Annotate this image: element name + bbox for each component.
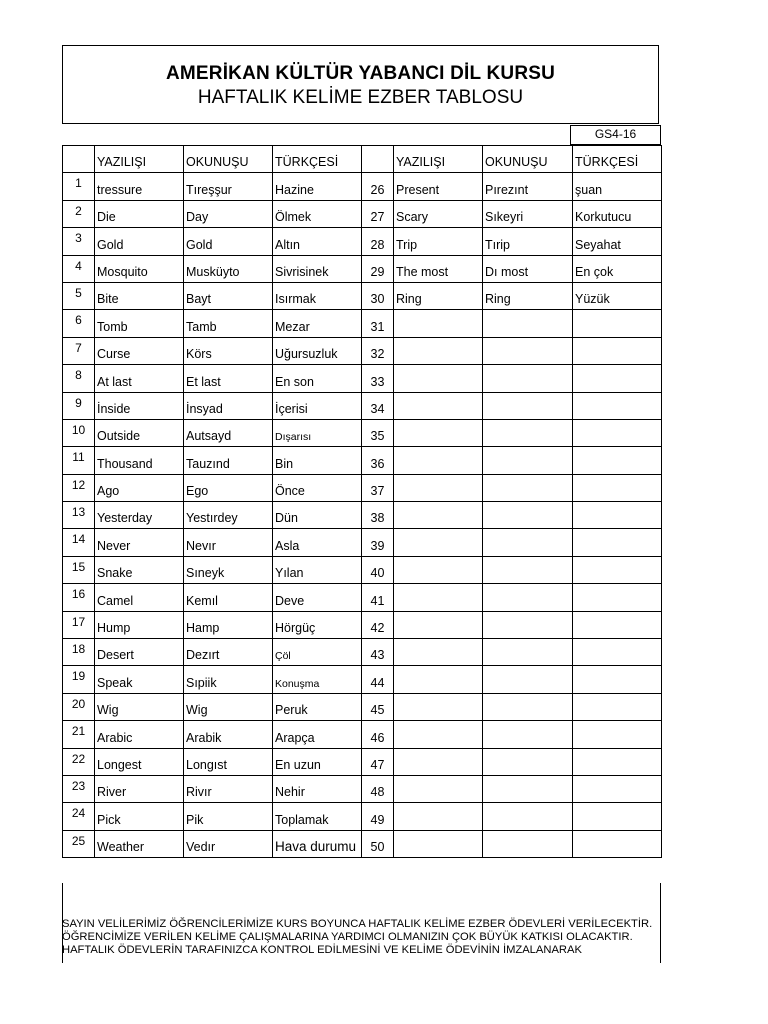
table-row xyxy=(63,666,662,693)
word-spelling-2 xyxy=(394,365,483,392)
word-turkish-2 xyxy=(573,365,662,392)
row-number-2: 42 xyxy=(362,611,394,638)
word-spelling-2 xyxy=(394,803,483,830)
word-spelling: Curse xyxy=(95,337,184,364)
word-pronunciation: Hamp xyxy=(184,611,273,638)
word-turkish: Altın xyxy=(273,228,362,255)
word-pronunciation-2 xyxy=(483,392,573,419)
row-number: 20 xyxy=(63,693,95,720)
word-pronunciation: Rivır xyxy=(184,775,273,802)
table-row xyxy=(63,392,662,419)
word-spelling-2 xyxy=(394,529,483,556)
word-pronunciation-2 xyxy=(483,803,573,830)
row-number: 8 xyxy=(63,365,95,392)
word-pronunciation-2 xyxy=(483,447,573,474)
word-pronunciation: Wig xyxy=(184,693,273,720)
row-number: 17 xyxy=(63,611,95,638)
word-spelling: Wig xyxy=(95,693,184,720)
word-pronunciation: Gold xyxy=(184,228,273,255)
table-row xyxy=(63,803,662,830)
word-spelling-2: The most xyxy=(394,255,483,282)
row-number: 4 xyxy=(63,255,95,282)
word-turkish: Uğursuzluk xyxy=(273,337,362,364)
row-number: 16 xyxy=(63,584,95,611)
word-pronunciation-2 xyxy=(483,775,573,802)
word-turkish-2: şuan xyxy=(573,173,662,200)
word-turkish: Önce xyxy=(273,474,362,501)
row-number: 3 xyxy=(63,228,95,255)
table-row xyxy=(63,282,662,309)
word-spelling: Arabic xyxy=(95,721,184,748)
word-spelling: Camel xyxy=(95,584,184,611)
word-spelling-2: Ring xyxy=(394,282,483,309)
word-pronunciation-2 xyxy=(483,310,573,337)
word-spelling: İnside xyxy=(95,392,184,419)
word-pronunciation: Sıpiik xyxy=(184,666,273,693)
word-spelling: Yesterday xyxy=(95,502,184,529)
word-spelling-2 xyxy=(394,775,483,802)
word-pronunciation-2 xyxy=(483,529,573,556)
word-spelling: Speak xyxy=(95,666,184,693)
word-turkish-2: En çok xyxy=(573,255,662,282)
word-spelling-2 xyxy=(394,419,483,446)
word-spelling-2: Trip xyxy=(394,228,483,255)
word-spelling: Snake xyxy=(95,556,184,583)
header-pronunciation: OKUNUŞU xyxy=(184,146,273,173)
row-number: 13 xyxy=(63,502,95,529)
word-pronunciation-2 xyxy=(483,502,573,529)
word-pronunciation: Arabik xyxy=(184,721,273,748)
word-spelling: Pick xyxy=(95,803,184,830)
word-pronunciation-2 xyxy=(483,666,573,693)
row-number-2: 50 xyxy=(362,830,394,857)
word-pronunciation-2 xyxy=(483,337,573,364)
word-pronunciation-2 xyxy=(483,693,573,720)
word-turkish-2: Yüzük xyxy=(573,282,662,309)
row-number-2: 46 xyxy=(362,721,394,748)
word-pronunciation-2 xyxy=(483,556,573,583)
table-row xyxy=(63,556,662,583)
row-number: 15 xyxy=(63,556,95,583)
word-spelling-2 xyxy=(394,830,483,857)
word-pronunciation: Körs xyxy=(184,337,273,364)
word-pronunciation-2: Pırezınt xyxy=(483,173,573,200)
word-spelling: River xyxy=(95,775,184,802)
word-turkish-2 xyxy=(573,337,662,364)
word-turkish-2 xyxy=(573,639,662,666)
word-spelling-2 xyxy=(394,392,483,419)
word-turkish: Hazine xyxy=(273,173,362,200)
row-number-2: 30 xyxy=(362,282,394,309)
word-turkish: Dün xyxy=(273,502,362,529)
word-pronunciation-2 xyxy=(483,419,573,446)
table-row xyxy=(63,173,662,200)
row-number: 23 xyxy=(63,775,95,802)
word-pronunciation-2 xyxy=(483,830,573,857)
word-turkish-2 xyxy=(573,803,662,830)
word-spelling: Thousand xyxy=(95,447,184,474)
word-pronunciation-2: Ring xyxy=(483,282,573,309)
word-turkish-2 xyxy=(573,584,662,611)
word-pronunciation-2 xyxy=(483,639,573,666)
table-row xyxy=(63,310,662,337)
word-turkish: Sivrisinek xyxy=(273,255,362,282)
row-number-2: 43 xyxy=(362,639,394,666)
word-turkish-2 xyxy=(573,693,662,720)
table-row xyxy=(63,502,662,529)
row-number-2: 26 xyxy=(362,173,394,200)
word-turkish-2 xyxy=(573,556,662,583)
word-pronunciation: Vedır xyxy=(184,830,273,857)
word-turkish-2 xyxy=(573,748,662,775)
table-row xyxy=(63,365,662,392)
word-spelling-2 xyxy=(394,639,483,666)
word-turkish: Dışarısı xyxy=(273,419,362,446)
word-spelling: Never xyxy=(95,529,184,556)
table-row xyxy=(63,200,662,227)
word-spelling: Tomb xyxy=(95,310,184,337)
header-blank-2 xyxy=(362,146,394,173)
row-number: 12 xyxy=(63,474,95,501)
word-turkish-2: Seyahat xyxy=(573,228,662,255)
word-turkish: Hava durumu xyxy=(273,830,362,857)
word-spelling: Die xyxy=(95,200,184,227)
word-spelling: At last xyxy=(95,365,184,392)
row-number: 24 xyxy=(63,803,95,830)
word-spelling-2 xyxy=(394,556,483,583)
word-turkish: Toplamak xyxy=(273,803,362,830)
row-number: 22 xyxy=(63,748,95,775)
word-spelling-2 xyxy=(394,748,483,775)
table-row xyxy=(63,228,662,255)
word-turkish-2 xyxy=(573,474,662,501)
word-pronunciation: Kemıl xyxy=(184,584,273,611)
table-row xyxy=(63,748,662,775)
word-pronunciation: Tıreşşur xyxy=(184,173,273,200)
word-pronunciation: Pik xyxy=(184,803,273,830)
word-turkish: Hörgüç xyxy=(273,611,362,638)
row-number-2: 40 xyxy=(362,556,394,583)
word-turkish-2 xyxy=(573,419,662,446)
header-blank xyxy=(63,146,95,173)
word-pronunciation-2 xyxy=(483,611,573,638)
word-turkish-2 xyxy=(573,666,662,693)
word-turkish-2 xyxy=(573,830,662,857)
table-row xyxy=(63,529,662,556)
word-pronunciation-2: Sıkeyri xyxy=(483,200,573,227)
row-number: 7 xyxy=(63,337,95,364)
word-spelling: Bite xyxy=(95,282,184,309)
word-pronunciation: Day xyxy=(184,200,273,227)
word-spelling: Ago xyxy=(95,474,184,501)
table-row xyxy=(63,611,662,638)
word-pronunciation: Musküyto xyxy=(184,255,273,282)
word-turkish: Asla xyxy=(273,529,362,556)
word-turkish-2 xyxy=(573,775,662,802)
table-row xyxy=(63,255,662,282)
word-pronunciation: İnsyad xyxy=(184,392,273,419)
header-spelling: YAZILIŞI xyxy=(95,146,184,173)
word-pronunciation: Autsayd xyxy=(184,419,273,446)
table-row xyxy=(63,693,662,720)
word-pronunciation-2: Tırip xyxy=(483,228,573,255)
word-turkish: Isırmak xyxy=(273,282,362,309)
word-turkish-2 xyxy=(573,392,662,419)
word-pronunciation: Sıneyk xyxy=(184,556,273,583)
row-number: 14 xyxy=(63,529,95,556)
table-row xyxy=(63,584,662,611)
table-row xyxy=(63,639,662,666)
word-pronunciation: Ego xyxy=(184,474,273,501)
vocabulary-table xyxy=(62,145,662,858)
word-turkish: En son xyxy=(273,365,362,392)
header-spelling-2: YAZILIŞI xyxy=(394,146,483,173)
row-number-2: 32 xyxy=(362,337,394,364)
word-spelling: Desert xyxy=(95,639,184,666)
table-row xyxy=(63,337,662,364)
word-pronunciation: Tamb xyxy=(184,310,273,337)
word-pronunciation: Longıst xyxy=(184,748,273,775)
row-number-2: 34 xyxy=(362,392,394,419)
word-spelling-2: Scary xyxy=(394,200,483,227)
row-number: 11 xyxy=(63,447,95,474)
row-number-2: 31 xyxy=(362,310,394,337)
word-spelling: tressure xyxy=(95,173,184,200)
row-number-2: 49 xyxy=(362,803,394,830)
word-spelling-2 xyxy=(394,502,483,529)
word-spelling: Hump xyxy=(95,611,184,638)
word-spelling-2 xyxy=(394,611,483,638)
word-spelling-2 xyxy=(394,447,483,474)
word-spelling: Mosquito xyxy=(95,255,184,282)
row-number: 1 xyxy=(63,173,95,200)
word-spelling-2 xyxy=(394,666,483,693)
word-spelling-2 xyxy=(394,693,483,720)
row-number-2: 38 xyxy=(362,502,394,529)
document-title: AMERİKAN KÜLTÜR YABANCI DİL KURSU xyxy=(165,63,556,84)
table-row xyxy=(63,775,662,802)
word-turkish: Çöl xyxy=(273,639,362,666)
row-number-2: 45 xyxy=(362,693,394,720)
header-turkish: TÜRKÇESİ xyxy=(273,146,362,173)
word-pronunciation-2 xyxy=(483,748,573,775)
word-spelling-2 xyxy=(394,474,483,501)
word-pronunciation-2 xyxy=(483,584,573,611)
row-number-2: 47 xyxy=(362,748,394,775)
word-turkish: Mezar xyxy=(273,310,362,337)
word-spelling: Gold xyxy=(95,228,184,255)
word-spelling-2 xyxy=(394,310,483,337)
word-turkish: Yılan xyxy=(273,556,362,583)
word-turkish: Peruk xyxy=(273,693,362,720)
word-turkish: İçerisi xyxy=(273,392,362,419)
row-number-2: 36 xyxy=(362,447,394,474)
word-spelling-2 xyxy=(394,337,483,364)
word-turkish: Deve xyxy=(273,584,362,611)
word-turkish: Ölmek xyxy=(273,200,362,227)
word-turkish-2: Korkutucu xyxy=(573,200,662,227)
table-row xyxy=(63,447,662,474)
word-turkish: Nehir xyxy=(273,775,362,802)
row-number-2: 37 xyxy=(362,474,394,501)
row-number: 9 xyxy=(63,392,95,419)
word-pronunciation: Et last xyxy=(184,365,273,392)
word-pronunciation-2 xyxy=(483,365,573,392)
row-number: 19 xyxy=(63,666,95,693)
word-turkish-2 xyxy=(573,310,662,337)
row-number-2: 28 xyxy=(362,228,394,255)
table-row xyxy=(63,830,662,857)
word-turkish: Bin xyxy=(273,447,362,474)
row-number: 10 xyxy=(63,419,95,446)
word-turkish: Arapça xyxy=(273,721,362,748)
row-number-2: 44 xyxy=(362,666,394,693)
row-number-2: 27 xyxy=(362,200,394,227)
word-pronunciation: Nevır xyxy=(184,529,273,556)
row-number-2: 35 xyxy=(362,419,394,446)
document-header xyxy=(62,45,659,124)
word-turkish-2 xyxy=(573,529,662,556)
word-spelling-2 xyxy=(394,584,483,611)
word-spelling: Outside xyxy=(95,419,184,446)
row-number-2: 41 xyxy=(362,584,394,611)
word-turkish-2 xyxy=(573,611,662,638)
row-number: 18 xyxy=(63,639,95,666)
row-number-2: 33 xyxy=(362,365,394,392)
word-pronunciation-2: Dı most xyxy=(483,255,573,282)
row-number: 25 xyxy=(63,830,95,857)
table-header-row xyxy=(63,146,662,173)
word-pronunciation-2 xyxy=(483,474,573,501)
word-turkish-2 xyxy=(573,502,662,529)
word-turkish: Konuşma xyxy=(273,666,362,693)
row-number: 6 xyxy=(63,310,95,337)
word-spelling: Longest xyxy=(95,748,184,775)
word-turkish-2 xyxy=(573,721,662,748)
word-spelling-2 xyxy=(394,721,483,748)
row-number-2: 39 xyxy=(362,529,394,556)
word-pronunciation: Dezırt xyxy=(184,639,273,666)
word-turkish-2 xyxy=(573,447,662,474)
table-row xyxy=(63,419,662,446)
word-pronunciation: Bayt xyxy=(184,282,273,309)
header-turkish-2: TÜRKÇESİ xyxy=(573,146,662,173)
row-number: 21 xyxy=(63,721,95,748)
word-pronunciation: Yestırdey xyxy=(184,502,273,529)
word-pronunciation: Tauzınd xyxy=(184,447,273,474)
header-pronunciation-2: OKUNUŞU xyxy=(483,146,573,173)
row-number-2: 48 xyxy=(362,775,394,802)
table-row xyxy=(63,474,662,501)
word-spelling-2: Present xyxy=(394,173,483,200)
row-number: 5 xyxy=(63,282,95,309)
table-row xyxy=(63,721,662,748)
document-subtitle: HAFTALIK KELİME EZBER TABLOSU xyxy=(197,87,524,108)
word-spelling: Weather xyxy=(95,830,184,857)
word-turkish: En uzun xyxy=(273,748,362,775)
form-code: GS4-16 xyxy=(570,125,661,145)
row-number: 2 xyxy=(63,200,95,227)
row-number-2: 29 xyxy=(362,255,394,282)
parent-note: SAYIN VELİLERİMİZ ÖĞRENCİLERİMİZE KURS BOYUNCA HAFTALIK KELİME EZBER ÖDEVLERİ VERİLECEKTİR. ÖĞRENCİMİZE VERİLEN KELİME ÇALIŞMALARINA YARDIMCI OLMANIZIN ÇOK BÜYÜK KATKISI OLACAKTIR. HAFTALIK ÖDEVLERİN TARAFINIZCA KONTROL EDİLMESİNİ VE KELİME ÖDEVİNİN İMZALANARAK xyxy=(62,918,653,956)
word-pronunciation-2 xyxy=(483,721,573,748)
